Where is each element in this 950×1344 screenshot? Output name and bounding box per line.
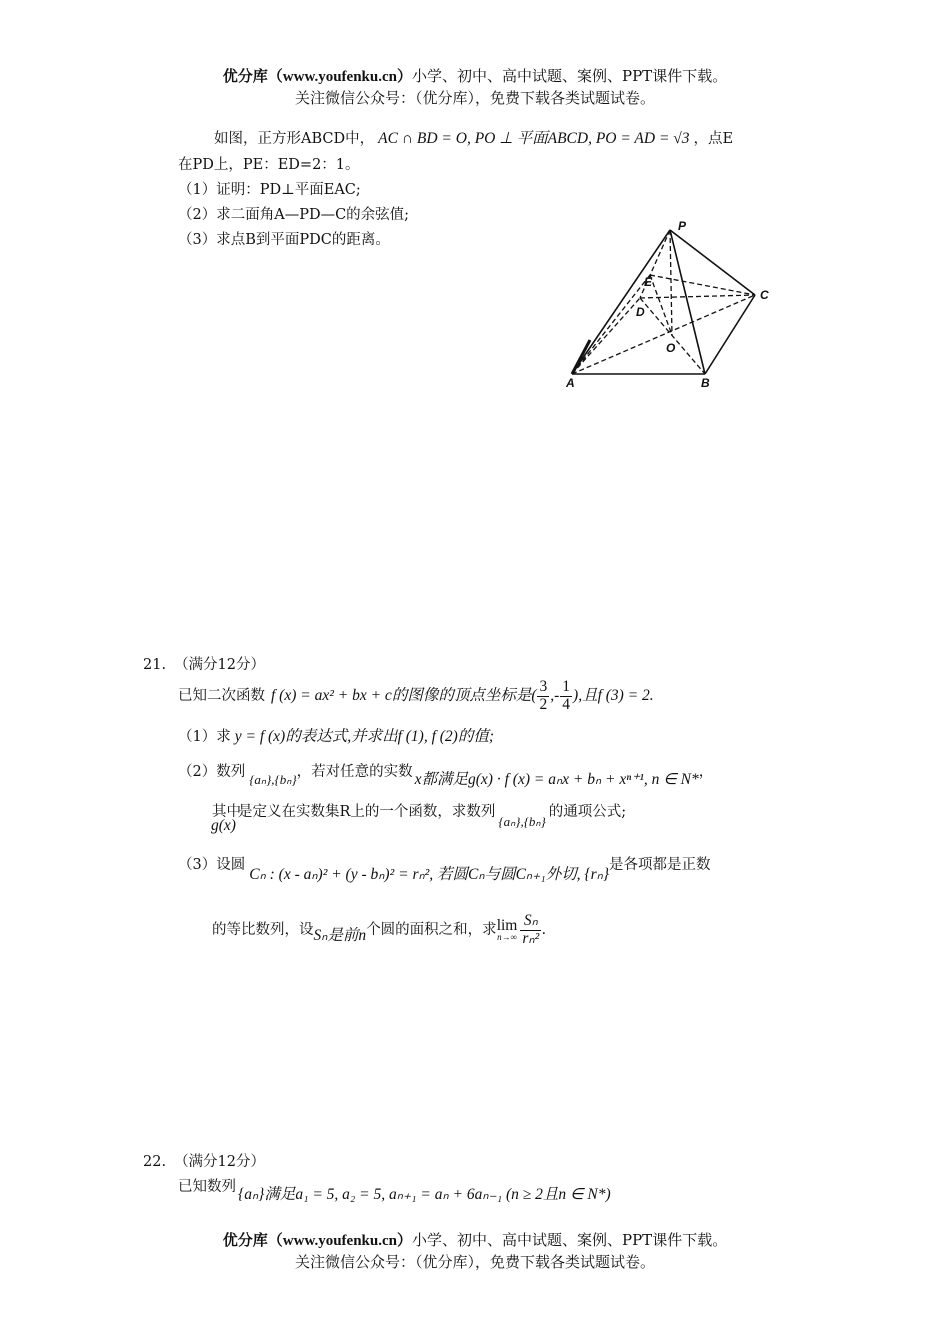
header-line-1: 优分库（www.youfenku.cn）小学、初中、高中试题、案例、PPT课件下载。 bbox=[222, 67, 728, 85]
q22-number: 22. bbox=[143, 1154, 167, 1170]
header-line-2: 关注微信公众号：（优分库），免费下载各类试题试卷。 bbox=[294, 89, 655, 107]
label-A: A bbox=[566, 376, 575, 390]
edge-AD bbox=[572, 298, 640, 374]
fraction-Sn-rn2: $\frac{\text{Sₙ}}{\text{rₙ²}}$ bbox=[522, 912, 540, 947]
footer-line-2: 关注微信公众号：（优分库），免费下载各类试题试卷。 bbox=[294, 1253, 655, 1271]
q20-intro-math: AC ∩ BD = O, PO ⊥ 平面ABCD, PO = AD = √3 bbox=[378, 130, 690, 147]
q20-part1: （1）证明：PD⊥平面EAC; bbox=[178, 182, 361, 198]
q21-part2: （2）数列 {aₙ},{bₙ}，若对任意的实数 x都满足g(x) · f (x) = aₙx + bₙ + xⁿ⁺¹, n ∈ N*， bbox=[178, 764, 714, 788]
pyramid-figure bbox=[560, 220, 790, 395]
header-url[interactable]: 优分库（www.youfenku.cn） bbox=[222, 69, 412, 85]
q20-intro: 如图，正方形ABCD中， AC ∩ BD = O, PO ⊥ 平面ABCD, PO = AD = √3 ，点E bbox=[214, 130, 734, 147]
edge-BC bbox=[705, 295, 755, 374]
q20-line2: 在PD上，PE：ED=2：1。 bbox=[178, 157, 360, 173]
edge-A-thick bbox=[572, 340, 590, 374]
q22-score: （满分12分） bbox=[174, 1154, 266, 1170]
q20-part3: （3）求点B到平面PDC的距离。 bbox=[178, 232, 390, 248]
q22-heading bbox=[143, 1150, 265, 1171]
segment-EC bbox=[650, 275, 755, 295]
fraction-3-2: $\frac{3}{2}$ bbox=[539, 678, 548, 713]
q21-sequences: {aₙ},{bₙ} bbox=[249, 772, 297, 787]
label-O: O bbox=[666, 341, 676, 355]
q21-part1: （1）求 y = f (x)的表达式,并求出f (1), f (2)的值; bbox=[178, 728, 495, 745]
q21-part3-line2: 的等比数列，设Sₙ是前n个圆的面积之和，求lim n→∞ $\frac{\text{Sₙ}}{\text{rₙ²}}$ . bbox=[212, 912, 547, 947]
q21-statement: 已知二次函数 f (x) = ax² + bx + c的图像的顶点坐标是( $\frac{3}{2}$ ,- $\frac{1}{4}$ ),且f (3) = 2. bbox=[178, 678, 654, 713]
page-header bbox=[0, 66, 950, 109]
label-P: P bbox=[678, 220, 687, 233]
label-E: E bbox=[644, 275, 653, 289]
label-C: C bbox=[760, 288, 769, 302]
label-D: D bbox=[636, 305, 645, 319]
page-footer bbox=[0, 1230, 950, 1273]
q21-score: （满分12分） bbox=[174, 657, 266, 673]
footer-line-1: 优分库（www.youfenku.cn）小学、初中、高中试题、案例、PPT课件下载。 bbox=[222, 1231, 728, 1249]
footer-url[interactable]: 优分库（www.youfenku.cn） bbox=[222, 1233, 412, 1249]
segment-PO bbox=[670, 230, 672, 335]
fraction-1-4: $\frac{1}{4}$ bbox=[562, 678, 571, 713]
segment-EA bbox=[572, 275, 650, 374]
q21-number: 21. bbox=[143, 657, 167, 673]
q22-statement: 已知数列 {aₙ}满足a₁ = 5, a₂ = 5, aₙ₊₁ = aₙ + 6aₙ₋₁ (n ≥ 2且n ∈ N*) bbox=[178, 1179, 611, 1203]
edge-PA bbox=[572, 230, 670, 374]
q21-g-of-x: g(x) bbox=[211, 817, 236, 834]
segment-EO bbox=[650, 275, 672, 335]
q21-part2-line2: 其中g(x)是定义在实数集R上的一个函数，求数列{aₙ},{bₙ}的通项公式; bbox=[211, 804, 627, 834]
q20-part2: （2）求二面角A—PD—C的余弦值; bbox=[178, 207, 410, 223]
edge-DC bbox=[640, 295, 755, 298]
label-B: B bbox=[701, 376, 710, 390]
limit-operator: lim n→∞ bbox=[496, 916, 518, 943]
q21-heading bbox=[143, 653, 265, 674]
q21-part3: （3）设圆Cₙ : (x - aₙ)² + (y - bₙ)² = rₙ², 若圆Cₙ与圆Cₙ₊₁外切, {rₙ}是各项都是正数 bbox=[178, 857, 711, 883]
